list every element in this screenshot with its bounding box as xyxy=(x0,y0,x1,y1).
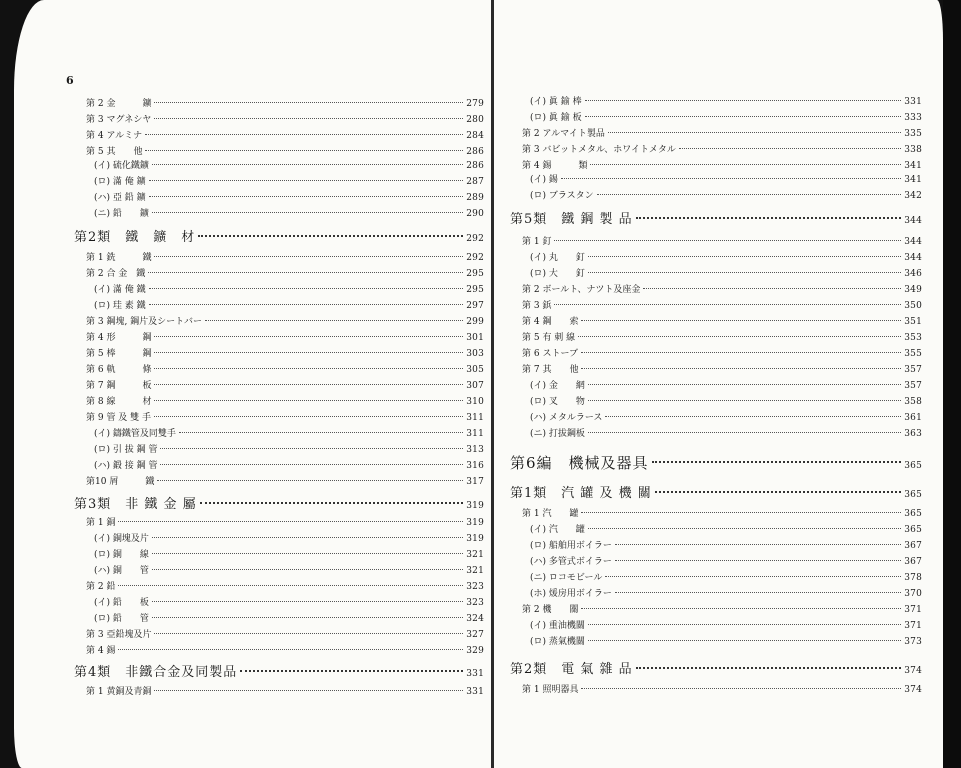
toc-entry-page: 284 xyxy=(466,131,484,141)
toc-entry-page: 331 xyxy=(904,97,922,107)
dot-leader xyxy=(149,287,464,289)
dot-leader xyxy=(154,399,463,401)
toc-entry-page: 355 xyxy=(904,349,922,359)
toc-entry-label: 第 2 機 關 xyxy=(522,605,579,615)
toc-entry-label: 第 5 有 刺 線 xyxy=(522,333,576,343)
toc-entry-label: (イ) 金 網 xyxy=(530,381,585,391)
toc-entry xyxy=(74,96,484,109)
toc-entry-page: 299 xyxy=(466,317,484,327)
toc-entry-page: 346 xyxy=(904,269,922,279)
toc-entry-label: (イ) 硫化鐵鑛 xyxy=(94,161,149,171)
toc-entry-page: 321 xyxy=(466,550,484,560)
dot-leader xyxy=(578,335,901,337)
toc-entry xyxy=(74,515,484,528)
toc-entry-page: 361 xyxy=(904,413,922,423)
toc-entry xyxy=(74,314,484,327)
toc-entry xyxy=(510,94,922,107)
toc-entry xyxy=(74,547,484,560)
toc-entry-label: 第 5 其 他 xyxy=(86,147,143,157)
dot-leader xyxy=(154,255,463,257)
toc-entry-label: 第2類 電 氣 雜 品 xyxy=(510,662,633,677)
toc-entry-label: 第5類 鐵 鋼 製 品 xyxy=(510,212,633,227)
toc-entry-label: 第 1 黄銅及青銅 xyxy=(86,687,152,697)
dot-leader xyxy=(154,117,463,119)
dot-leader xyxy=(615,559,901,561)
left-page xyxy=(14,0,492,768)
toc-entry-page: 323 xyxy=(466,582,484,592)
toc-entry xyxy=(510,658,922,677)
toc-entry xyxy=(74,442,484,455)
toc-entry xyxy=(74,410,484,423)
dot-leader xyxy=(652,460,902,463)
dot-leader xyxy=(561,177,901,179)
dot-leader xyxy=(148,271,463,273)
toc-entry-label: (イ) 丸 釘 xyxy=(530,253,585,263)
toc-entry-page: 370 xyxy=(904,589,922,599)
toc-entry-page: 324 xyxy=(466,614,484,624)
page-number: 6 xyxy=(66,74,74,87)
dot-leader xyxy=(597,193,902,195)
toc-entry xyxy=(74,474,484,487)
toc-entry-page: 289 xyxy=(466,193,484,203)
toc-entry-page: 329 xyxy=(466,646,484,656)
toc-entry xyxy=(74,611,484,624)
dot-leader xyxy=(585,99,902,101)
toc-entry xyxy=(74,426,484,439)
toc-entry-page: 305 xyxy=(466,365,484,375)
scan-edge xyxy=(943,0,961,768)
toc-entry xyxy=(74,346,484,359)
toc-entry-label: 第 2 アルマイト製品 xyxy=(522,129,605,139)
toc-entry-label: (イ) 錫 xyxy=(530,175,558,185)
toc-entry-page: 341 xyxy=(904,175,922,185)
toc-entry-page: 363 xyxy=(904,429,922,439)
toc-entry-label: (ホ) 煖房用ボイラー xyxy=(530,589,612,599)
toc-entry-label: (ニ) 鉛 鑛 xyxy=(94,209,149,219)
dot-leader xyxy=(240,669,463,672)
toc-entry-label: (ロ) 鉛 管 xyxy=(94,614,149,624)
toc-entry-page: 344 xyxy=(904,253,922,263)
toc-entry xyxy=(74,206,484,219)
toc-entry-page: 374 xyxy=(904,685,922,695)
dot-leader xyxy=(588,431,901,433)
dot-leader xyxy=(554,303,901,305)
toc-entry-label: 第 1 照明器具 xyxy=(522,685,579,695)
toc-entry-label: 第 6 軌 條 xyxy=(86,365,152,375)
toc-entry xyxy=(510,142,922,155)
toc-entry-page: 286 xyxy=(466,147,484,157)
toc-entry-label: (ロ) 蒸氣機關 xyxy=(530,637,585,647)
toc-entry xyxy=(74,266,484,279)
toc-entry-label: 第4類 非鐵合金及同製品 xyxy=(74,665,238,680)
toc-entry xyxy=(74,298,484,311)
dot-leader xyxy=(581,319,901,321)
toc-entry xyxy=(510,506,922,519)
toc-entry xyxy=(510,634,922,647)
toc-entry-page: 331 xyxy=(466,669,484,679)
toc-entry-label: (ロ) 滿 俺 鑛 xyxy=(94,177,146,187)
toc-entry xyxy=(510,426,922,439)
toc-entry-label: (イ) 眞 鍮 棒 xyxy=(530,97,582,107)
toc-entry-label: 第 6 ストーブ xyxy=(522,349,578,359)
toc-entry-label: 第 7 其 他 xyxy=(522,365,579,375)
toc-entry-label: 第 4 錫 xyxy=(86,646,116,656)
toc-entry-label: 第10 屑 鐵 xyxy=(86,477,155,487)
dot-leader xyxy=(152,211,463,213)
toc-entry-page: 357 xyxy=(904,381,922,391)
toc-entry-page: 319 xyxy=(466,501,484,511)
toc-entry xyxy=(510,250,922,263)
dot-leader xyxy=(581,607,901,609)
toc-entry-page: 311 xyxy=(466,413,484,423)
toc-entry-label: (イ) 鉛 板 xyxy=(94,598,149,608)
toc-entry-page: 335 xyxy=(904,129,922,139)
toc-entry-label: 第 1 汽 罐 xyxy=(522,509,579,519)
toc-entry-page: 323 xyxy=(466,598,484,608)
toc-entry-page: 358 xyxy=(904,397,922,407)
dot-leader xyxy=(118,648,463,650)
toc-entry xyxy=(74,128,484,141)
dot-leader xyxy=(585,115,902,117)
toc-entry-label: (ハ) 多管式ボイラー xyxy=(530,557,612,567)
toc-entry xyxy=(510,330,922,343)
toc-entry-page: 317 xyxy=(466,477,484,487)
dot-leader xyxy=(145,133,463,135)
dot-leader xyxy=(615,543,901,545)
toc-entry xyxy=(74,394,484,407)
toc-entry xyxy=(510,586,922,599)
toc-entry xyxy=(74,627,484,640)
toc-entry xyxy=(510,298,922,311)
toc-entry-label: 第 7 鋼 板 xyxy=(86,381,152,391)
toc-entry xyxy=(74,112,484,125)
toc-entry-page: 350 xyxy=(904,301,922,311)
toc-entry-page: 297 xyxy=(466,301,484,311)
toc-entry xyxy=(74,282,484,295)
dot-leader xyxy=(615,591,901,593)
toc-entry-page: 327 xyxy=(466,630,484,640)
toc-entry-page: 313 xyxy=(466,445,484,455)
toc-entry-label: 第 4 アルミナ xyxy=(86,131,143,141)
toc-entry-page: 319 xyxy=(466,534,484,544)
dot-leader xyxy=(154,367,463,369)
dot-leader xyxy=(588,527,901,529)
toc-entry xyxy=(74,330,484,343)
toc-entry-label: 第 2 鉛 xyxy=(86,582,116,592)
dot-leader xyxy=(581,351,901,353)
dot-leader xyxy=(590,163,901,165)
toc-entry xyxy=(510,452,922,473)
toc-entry xyxy=(74,190,484,203)
toc-entry-page: 353 xyxy=(904,333,922,343)
toc-entry-label: 第 8 線 材 xyxy=(86,397,152,407)
dot-leader xyxy=(149,303,464,305)
dot-leader xyxy=(154,383,463,385)
toc-entry-label: (ハ) 亞 鉛 鑛 xyxy=(94,193,146,203)
dot-leader xyxy=(152,536,463,538)
dot-leader xyxy=(605,415,901,417)
toc-entry-page: 365 xyxy=(904,490,922,500)
toc-entry xyxy=(510,282,922,295)
toc-entry-page: 373 xyxy=(904,637,922,647)
dot-leader xyxy=(588,639,901,641)
toc-entry xyxy=(510,394,922,407)
toc-entry xyxy=(510,172,922,185)
toc-entry xyxy=(510,602,922,615)
toc-entry-label: 第 2 金 鑛 xyxy=(86,99,152,109)
toc-entry xyxy=(510,538,922,551)
toc-entry-page: 374 xyxy=(904,666,922,676)
toc-entry xyxy=(74,661,484,680)
dot-leader xyxy=(588,623,901,625)
dot-leader xyxy=(154,415,463,417)
toc-entry xyxy=(510,618,922,631)
toc-entry xyxy=(74,684,484,697)
toc-entry-page: 301 xyxy=(466,333,484,343)
toc-entry-page: 367 xyxy=(904,557,922,567)
toc-entry-page: 365 xyxy=(904,461,922,471)
dot-leader xyxy=(636,216,902,219)
toc-entry xyxy=(74,579,484,592)
toc-entry-page: 287 xyxy=(466,177,484,187)
dot-leader xyxy=(581,511,901,513)
toc-entry-label: 第 1 銑 鐵 xyxy=(86,253,152,263)
dot-leader xyxy=(588,383,901,385)
dot-leader xyxy=(152,600,463,602)
toc-entry xyxy=(510,362,922,375)
toc-entry xyxy=(74,144,484,157)
dot-leader xyxy=(154,632,463,634)
toc-entry-page: 378 xyxy=(904,573,922,583)
dot-leader xyxy=(205,319,463,321)
toc-entry-page: 367 xyxy=(904,541,922,551)
toc-entry-label: (ロ) ブラスタン xyxy=(530,191,594,201)
toc-entry-page: 351 xyxy=(904,317,922,327)
toc-entry-page: 307 xyxy=(466,381,484,391)
toc-entry-page: 280 xyxy=(466,115,484,125)
toc-entry-page: 290 xyxy=(466,209,484,219)
toc-entry xyxy=(74,595,484,608)
toc-entry-page: 344 xyxy=(904,237,922,247)
toc-entry-page: 279 xyxy=(466,99,484,109)
toc-entry-label: 第 2 合 金 鐵 xyxy=(86,269,146,279)
toc-entry-label: 第 2 ボールト、ナツト及座金 xyxy=(522,285,641,295)
dot-leader xyxy=(588,399,901,401)
toc-entry-page: 292 xyxy=(466,253,484,263)
toc-entry-page: 349 xyxy=(904,285,922,295)
toc-entry xyxy=(510,378,922,391)
toc-entry-label: 第 4 錫 類 xyxy=(522,161,588,171)
toc-entry xyxy=(510,110,922,123)
toc-entry xyxy=(510,410,922,423)
dot-leader xyxy=(154,351,463,353)
toc-entry xyxy=(74,362,484,375)
toc-entry-label: 第 4 形 鋼 xyxy=(86,333,152,343)
toc-entry-label: (イ) 鑄鐵管及同雙手 xyxy=(94,429,176,439)
toc-entry-page: 303 xyxy=(466,349,484,359)
dot-leader xyxy=(160,463,463,465)
toc-entry-page: 319 xyxy=(466,518,484,528)
toc-entry-page: 295 xyxy=(466,269,484,279)
dot-leader xyxy=(154,689,463,691)
dot-leader xyxy=(149,195,464,197)
toc-entry xyxy=(510,522,922,535)
toc-entry-label: 第 9 管 及 雙 手 xyxy=(86,413,152,423)
right-page xyxy=(494,0,943,768)
toc-entry-page: 310 xyxy=(466,397,484,407)
toc-entry-page: 316 xyxy=(466,461,484,471)
dot-leader xyxy=(118,584,463,586)
toc-entry-page: 331 xyxy=(466,687,484,697)
toc-entry-label: 第3類 非 鐵 金 屬 xyxy=(74,497,197,512)
toc-entry-label: 第 3 バビットメタル、ホワイトメタル xyxy=(522,145,676,155)
toc-entry xyxy=(510,234,922,247)
dot-leader xyxy=(588,271,901,273)
toc-entry-page: 286 xyxy=(466,161,484,171)
dot-leader xyxy=(655,490,901,493)
dot-leader xyxy=(588,255,901,257)
dot-leader xyxy=(605,575,901,577)
toc-entry-label: (ニ) ロコモビール xyxy=(530,573,603,583)
toc-entry-label: (ハ) メタルラース xyxy=(530,413,603,423)
toc-entry xyxy=(74,174,484,187)
toc-entry-page: 295 xyxy=(466,285,484,295)
dot-leader xyxy=(157,479,463,481)
toc-entry-label: 第6編 機械及器具 xyxy=(510,454,649,472)
toc-entry-label: 第 3 マグネシヤ xyxy=(86,115,152,125)
dot-leader xyxy=(160,447,463,449)
toc-entry xyxy=(74,643,484,656)
dot-leader xyxy=(643,287,901,289)
toc-entry xyxy=(510,266,922,279)
dot-leader xyxy=(554,239,901,241)
toc-entry xyxy=(74,493,484,512)
dot-leader xyxy=(679,147,901,149)
dot-leader xyxy=(152,163,463,165)
dot-leader xyxy=(179,431,463,433)
toc-entry-label: (ロ) 船舶用ボイラー xyxy=(530,541,612,551)
toc-entry-label: 第 1 銅 xyxy=(86,518,116,528)
toc-entry-page: 365 xyxy=(904,525,922,535)
toc-entry xyxy=(74,458,484,471)
toc-entry-label: 第 4 鋼 索 xyxy=(522,317,579,327)
dot-leader xyxy=(152,552,463,554)
toc-entry xyxy=(74,226,484,245)
toc-entry-label: 第1類 汽 罐 及 機 關 xyxy=(510,486,652,501)
toc-entry xyxy=(510,570,922,583)
toc-entry-label: 第 3 鋼塊, 鋼片及シートバー xyxy=(86,317,202,327)
toc-entry-page: 344 xyxy=(904,216,922,226)
toc-entry-label: 第2類 鐵 鑛 材 xyxy=(74,230,196,245)
toc-entry xyxy=(510,126,922,139)
dot-leader xyxy=(608,131,901,133)
toc-entry xyxy=(510,158,922,171)
toc-entry-label: (ロ) 引 拔 鋼 管 xyxy=(94,445,158,455)
toc-entry xyxy=(510,682,922,695)
toc-entry-page: 371 xyxy=(904,605,922,615)
toc-entry-label: (イ) 銅塊及片 xyxy=(94,534,149,544)
toc-entry xyxy=(510,208,922,227)
toc-entry-label: (イ) 汽 罐 xyxy=(530,525,585,535)
toc-entry xyxy=(510,482,922,501)
toc-entry-page: 333 xyxy=(904,113,922,123)
dot-leader xyxy=(152,568,463,570)
toc-entry xyxy=(74,531,484,544)
toc-entry xyxy=(74,158,484,171)
toc-entry xyxy=(74,378,484,391)
toc-entry xyxy=(74,563,484,576)
toc-entry-label: (ロ) 叉 物 xyxy=(530,397,585,407)
dot-leader xyxy=(149,179,464,181)
toc-entry-page: 338 xyxy=(904,145,922,155)
toc-entry-label: (ロ) 珪 素 鐵 xyxy=(94,301,146,311)
dot-leader xyxy=(198,234,463,237)
toc-entry-label: (ロ) 銅 線 xyxy=(94,550,149,560)
dot-leader xyxy=(145,149,463,151)
dot-leader xyxy=(118,520,463,522)
toc-entry-page: 311 xyxy=(466,429,484,439)
toc-entry-page: 342 xyxy=(904,191,922,201)
toc-entry-label: 第 5 棒 鋼 xyxy=(86,349,152,359)
toc-entry-label: 第 3 鋲 xyxy=(522,301,552,311)
dot-leader xyxy=(154,335,463,337)
dot-leader xyxy=(581,367,901,369)
toc-entry xyxy=(510,554,922,567)
dot-leader xyxy=(154,101,463,103)
toc-entry-label: (ハ) 鍛 接 鋼 管 xyxy=(94,461,158,471)
toc-entry-label: (イ) 重油機關 xyxy=(530,621,585,631)
toc-entry xyxy=(74,250,484,263)
toc-entry xyxy=(510,346,922,359)
dot-leader xyxy=(636,666,902,669)
toc-entry-label: 第 3 亞鉛塊及片 xyxy=(86,630,152,640)
toc-entry-page: 292 xyxy=(466,234,484,244)
toc-entry xyxy=(510,188,922,201)
toc-entry-page: 371 xyxy=(904,621,922,631)
dot-leader xyxy=(152,616,463,618)
toc-entry xyxy=(510,314,922,327)
toc-entry-label: (イ) 滿 俺 鐵 xyxy=(94,285,146,295)
dot-leader xyxy=(200,501,464,504)
toc-entry-label: (ニ) 打拔鋼板 xyxy=(530,429,585,439)
toc-entry-page: 341 xyxy=(904,161,922,171)
toc-entry-label: (ロ) 眞 鍮 板 xyxy=(530,113,582,123)
dot-leader xyxy=(581,687,901,689)
toc-entry-page: 365 xyxy=(904,509,922,519)
toc-entry-page: 357 xyxy=(904,365,922,375)
toc-entry-label: (ロ) 大 釘 xyxy=(530,269,585,279)
toc-entry-label: 第 1 釘 xyxy=(522,237,552,247)
toc-entry-page: 321 xyxy=(466,566,484,576)
toc-entry-label: (ハ) 銅 管 xyxy=(94,566,149,576)
